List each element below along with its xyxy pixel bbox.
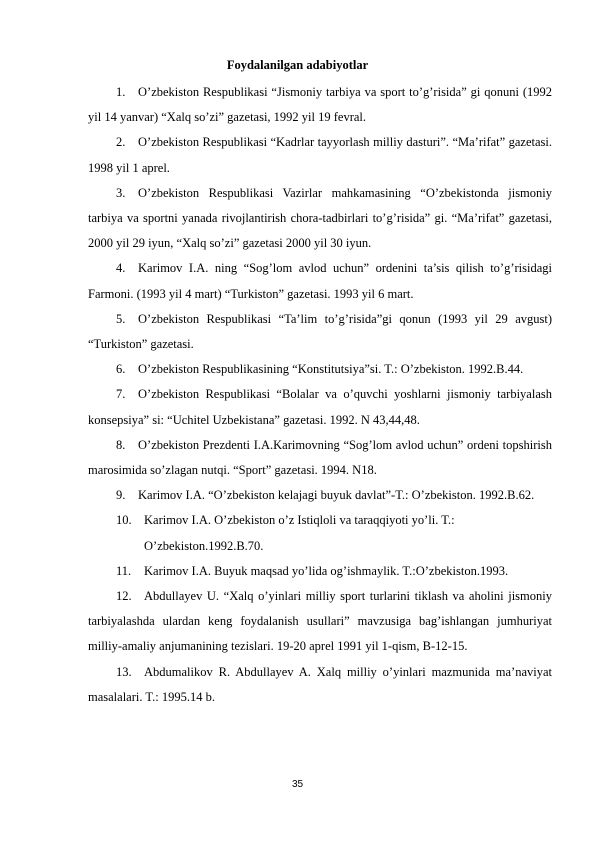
reference-item <box>88 307 552 357</box>
reference-text: O’zbekiston Prezdenti I.A.Karimovning “Sog’lom avlod uchun” ordeni topshirish marosimida so’zlagan nutqi. “Sport” gazetasi. 1994. N18. <box>88 437 552 478</box>
reference-list <box>88 80 552 710</box>
reference-item <box>88 508 552 558</box>
reference-number: 1. <box>116 85 126 99</box>
reference-text: O’zbekiston Respublikasi Vazirlar mahkamasining “O’zbekistonda jismoniy tarbiya va sportni yanada rivojlantirish chora-tadbirlari to’g’risida” gi. “Ma’rifat” gazetasi, 2000 yil 29 iyun, “Xalq so’zi” gazetasi 2000 yil 30 iyun. <box>88 185 552 251</box>
reference-text: Abdullayev U. “Xalq o’yinlari milliy sport turlarini tiklash va aholini jismoniy tarbiyalashda ulardan keng foydalanish usullari” mavzusiga bag’ishlangan jumhuriyat milliy-amaliy anjumanining tezislari. 19-20 aprel 1991 yil 1-qism, B-12-15. <box>88 589 552 654</box>
section-heading: Foydalanilgan adabiyotlar <box>226 58 369 72</box>
reference-item <box>88 660 552 710</box>
reference-text: Karimov I.A. ning “Sog’lom avlod uchun” ordenini ta’sis qilish to’g’risidagi Farmoni. (1993 yil 4 mart) “Turkiston” gazetasi. 1993 yil 6 mart. <box>88 261 552 301</box>
reference-item <box>88 181 552 257</box>
reference-number: 7. <box>116 387 126 402</box>
reference-text: O’zbekiston Respublikasi “Bolalar va o’quvchi yoshlarni jismoniy tarbiyalash konsepsiya” si: “Uchitel Uzbekistana” gazetasi. 1992. N 43,44,48. <box>88 387 552 427</box>
reference-number: 13. <box>116 664 132 679</box>
reference-item <box>88 584 552 660</box>
reference-item <box>88 357 552 382</box>
reference-item <box>88 130 552 180</box>
reference-text: O’zbekiston Respublikasi “Jismoniy tarbiya va sport to’g’risida” gi qonuni (1992 yil 14 yanvar) “Xalq so’zi” gazetasi, 1992 yil 19 fevral. <box>88 85 552 125</box>
reference-number: 12. <box>116 589 132 604</box>
reference-number: 8. <box>116 437 126 452</box>
reference-number: 3. <box>116 185 126 200</box>
reference-number: 4. <box>116 261 126 276</box>
reference-number: 2. <box>116 135 126 150</box>
reference-item <box>88 559 552 584</box>
reference-number: 11. <box>116 563 132 578</box>
reference-text: O’zbekiston Respublikasi “Kadrlar tayyorlash milliy dasturi”. “Ma’rifat” gazetasi. 1998 yil 1 aprel. <box>88 135 552 175</box>
reference-text: O’zbekiston Respublikasining “Konstitutsiya”si. T.: O’zbekiston. 1992.B.44. <box>138 362 524 377</box>
reference-item <box>88 256 552 306</box>
reference-number: 5. <box>116 311 126 326</box>
reference-text: O’zbekiston Respublikasi “Ta’lim to’g’risida”gi qonun (1993 yil 29 avgust) “Turkiston” gazetasi. <box>88 311 552 352</box>
reference-text: Karimov I.A. O’zbekiston o’z Istiqloli va taraqqiyoti yo’li. T.: <box>144 513 455 528</box>
reference-text: Karimov I.A. Buyuk maqsad yo’lida og’ishmaylik. T.:O’zbekiston.1993. <box>144 563 509 578</box>
reference-number: 10. <box>116 513 132 528</box>
reference-text: Karimov I.A. “O’zbekiston kelajagi buyuk davlat”-T.: O’zbekiston. 1992.B.62. <box>138 488 535 503</box>
reference-item <box>88 433 552 483</box>
reference-number: 6. <box>116 362 126 377</box>
reference-item <box>88 483 552 508</box>
reference-text: Abdumalikov R. Abdullayev A. Xalq milliy o’yinlari mazmunida ma’naviyat masalalari. T.: 1995.14 b. <box>88 664 552 704</box>
reference-number: 9. <box>116 488 126 503</box>
page-number: 35 <box>291 779 304 790</box>
reference-item <box>88 80 552 130</box>
reference-item <box>88 382 552 432</box>
reference-continuation: O’zbekiston.1992.B.70. <box>144 538 264 553</box>
